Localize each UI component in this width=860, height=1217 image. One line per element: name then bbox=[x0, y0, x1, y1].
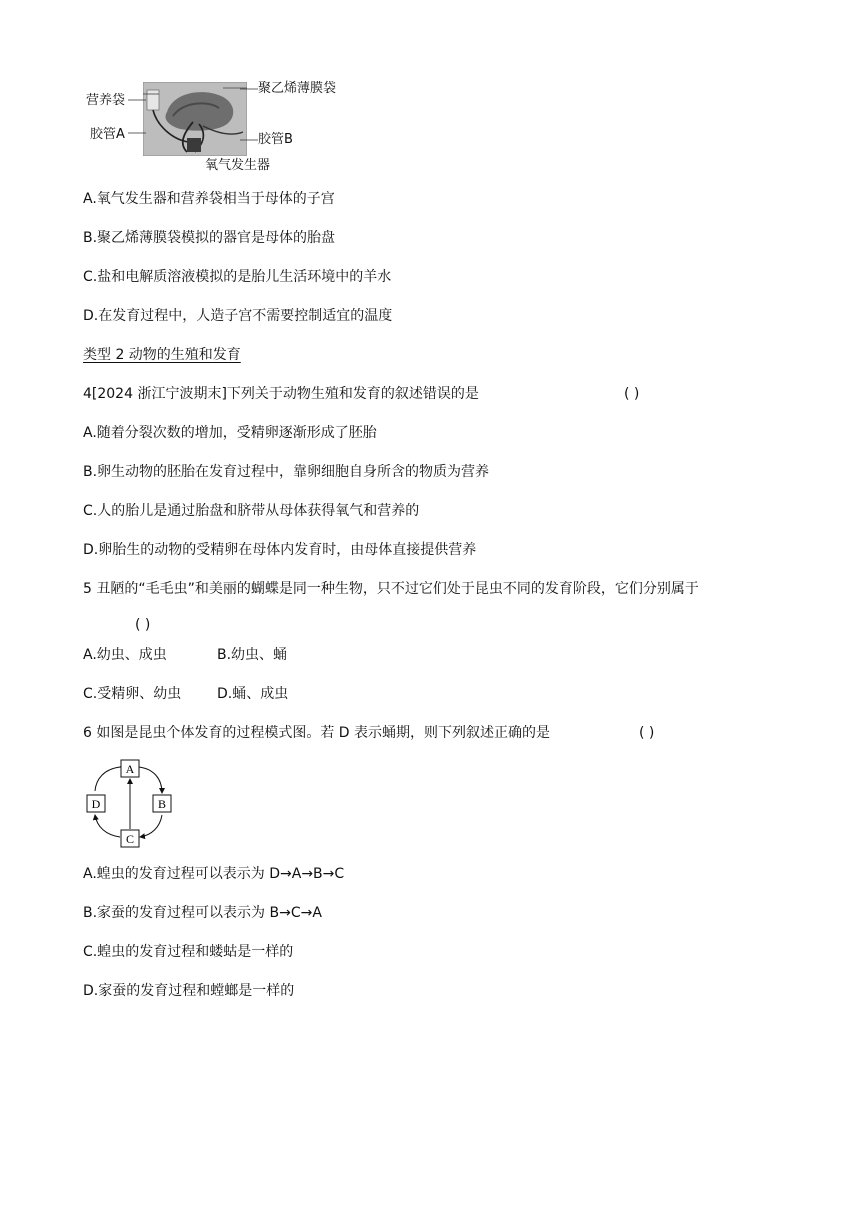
cycle-node-b bbox=[153, 795, 171, 812]
leader-lines-left bbox=[128, 95, 148, 140]
q5-option-c: C.受精卵、幼虫 bbox=[83, 686, 182, 702]
label-tube-b: 胶管B bbox=[258, 132, 293, 147]
label-oxygen-generator: 氧气发生器 bbox=[205, 158, 271, 173]
cycle-node-a bbox=[121, 760, 139, 777]
q4-option-a: A.随着分裂次数的增加，受精卵逐渐形成了胚胎 bbox=[83, 425, 377, 441]
label-tube-a: 胶管A bbox=[90, 127, 125, 142]
q5-stem: 5 丑陋的“毛毛虫”和美丽的蝴蝶是同一种生物，只不过它们处于昆虫不同的发育阶段，它们分别属于 bbox=[83, 581, 699, 597]
artificial-womb-photo bbox=[143, 82, 247, 156]
q4-stem: 4[2024 浙江宁波期末]下列关于动物生殖和发育的叙述错误的是 bbox=[83, 386, 479, 402]
label-poly-bag: 聚乙烯薄膜袋 bbox=[258, 81, 337, 96]
q6-answer-paren: ( ) bbox=[639, 725, 655, 741]
cycle-label-a: A bbox=[125, 762, 135, 776]
leader-lines-right bbox=[240, 85, 260, 155]
q4-option-b: B.卵生动物的胚胎在发育过程中，靠卵细胞自身所含的物质为营养 bbox=[83, 464, 490, 480]
q4-answer-paren: ( ) bbox=[624, 386, 640, 402]
cycle-label-b: B bbox=[157, 797, 167, 811]
q4-option-d: D.卵胎生的动物的受精卵在母体内发育时，由母体直接提供营养 bbox=[83, 542, 477, 558]
q5-option-a: A.幼虫、成虫 bbox=[83, 647, 167, 663]
q3-option-c: C.盐和电解质溶液模拟的是胎儿生活环境中的羊水 bbox=[83, 269, 392, 285]
q6-option-d: D.家蚕的发育过程和螳螂是一样的 bbox=[83, 983, 295, 999]
insect-development-cycle-diagram bbox=[84, 757, 178, 851]
q6-option-c: C.蝗虫的发育过程和蝼蛄是一样的 bbox=[83, 944, 294, 960]
q6-stem: 6 如图是昆虫个体发育的过程模式图。若 D 表示蛹期，则下列叙述正确的是 bbox=[83, 725, 551, 741]
cycle-node-d bbox=[87, 795, 105, 812]
q3-option-a: A.氧气发生器和营养袋相当于母体的子宫 bbox=[83, 191, 335, 207]
q3-option-b: B.聚乙烯薄膜袋模拟的器官是母体的胎盘 bbox=[83, 230, 336, 246]
q6-option-a: A.蝗虫的发育过程可以表示为 D→A→B→C bbox=[83, 866, 345, 882]
section-heading: 类型 2 动物的生殖和发育 bbox=[83, 347, 241, 363]
cycle-node-c bbox=[121, 830, 139, 847]
q6-option-b: B.家蚕的发育过程可以表示为 B→C→A bbox=[83, 905, 322, 921]
label-nutrient-bag: 营养袋 bbox=[86, 93, 126, 108]
q5-option-b: B.幼虫、蛹 bbox=[217, 647, 288, 663]
cycle-label-d: D bbox=[91, 797, 101, 811]
q5-answer-paren: ( ) bbox=[135, 617, 151, 633]
q3-option-d: D.在发育过程中，人造子宫不需要控制适宜的温度 bbox=[83, 308, 393, 324]
q4-option-c: C.人的胎儿是通过胎盘和脐带从母体获得氧气和营养的 bbox=[83, 503, 420, 519]
q5-option-d: D.蛹、成虫 bbox=[217, 686, 289, 702]
cycle-label-c: C bbox=[125, 832, 135, 846]
